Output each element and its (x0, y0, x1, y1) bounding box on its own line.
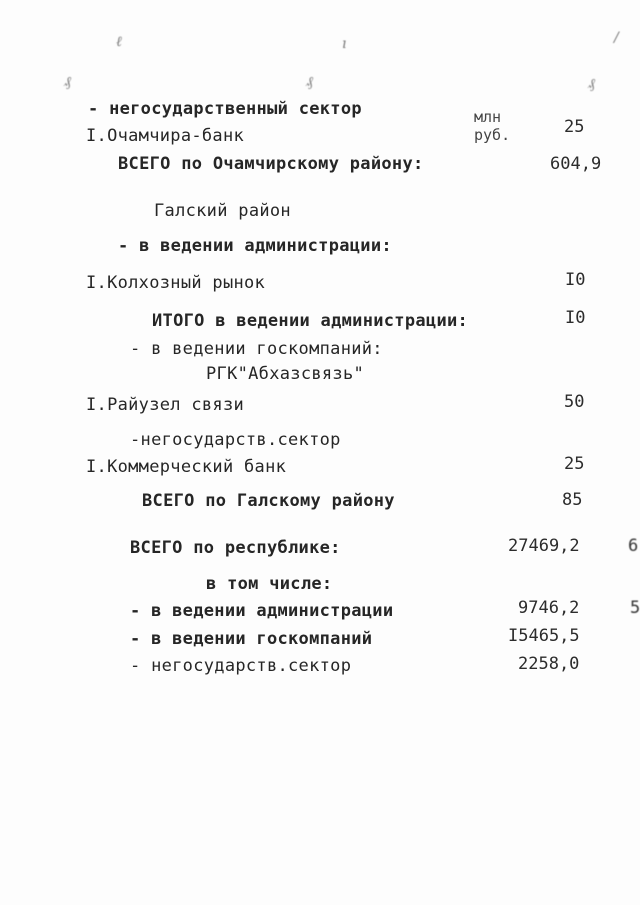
value-collective-market: I0 (565, 270, 586, 290)
row-republic-nongov: - негосударств.сектор (130, 656, 352, 676)
section-title-gal-district: Галский район (154, 201, 291, 221)
value-total-ochamchira: 604,9 (550, 154, 602, 174)
unit-label-line1: млн (474, 108, 502, 126)
row-total-gal: ВСЕГО по Галскому району (142, 491, 395, 511)
top-mark-3: / (614, 30, 619, 46)
row-total-republic: ВСЕГО по республике: (130, 538, 341, 558)
row-republic-admin: - в ведении администрации (130, 601, 394, 621)
edge-mark-1: 6 (628, 536, 639, 556)
row-ochamchira-bank: I.Очамчира-банк (86, 126, 245, 146)
second-mark-2: ₰ (306, 74, 313, 90)
value-commercial-bank: 25 (564, 454, 585, 474)
top-mark-2: ı (342, 36, 347, 52)
edge-mark-2: 5 (630, 598, 640, 618)
value-total-republic: 27469,2 (508, 536, 580, 556)
second-mark-1: ₰ (64, 74, 71, 90)
value-republic-admin: 9746,2 (518, 598, 580, 618)
row-nongov-sector-subheading: -негосударств.сектор (130, 430, 341, 450)
top-mark-1: ℓ (116, 34, 122, 50)
row-admin-heading: - в ведении администрации: (118, 236, 392, 256)
row-nongov-sector-heading: - негосударственный сектор (88, 99, 362, 119)
unit-label-line2: руб. (474, 126, 511, 144)
value-republic-nongov: 2258,0 (518, 654, 580, 674)
row-total-ochamchira: ВСЕГО по Очамчирскому району: (118, 154, 424, 174)
row-collective-market: I.Колхозный рынок (86, 273, 266, 293)
row-republic-gov-companies: - в ведении госкомпаний (130, 629, 373, 649)
row-district-comm-node: I.Райузел связи (86, 395, 245, 415)
value-ochamchira-bank: 25 (564, 117, 585, 137)
second-mark-3: ₰ (588, 76, 595, 92)
value-district-comm-node: 50 (564, 392, 585, 412)
value-total-gal: 85 (562, 490, 583, 510)
row-gov-companies-heading: - в ведении госкомпаний: (130, 339, 383, 359)
row-rgk-abkhazsvyaz: РГК"Абхазсвязь" (206, 364, 365, 384)
value-admin-subtotal: I0 (565, 308, 586, 328)
row-including-heading: в том числе: (206, 574, 333, 594)
value-republic-gov-companies: I5465,5 (508, 626, 580, 646)
row-admin-subtotal: ИТОГО в ведении администрации: (152, 311, 469, 331)
row-commercial-bank: I.Коммерческий банк (86, 457, 287, 477)
